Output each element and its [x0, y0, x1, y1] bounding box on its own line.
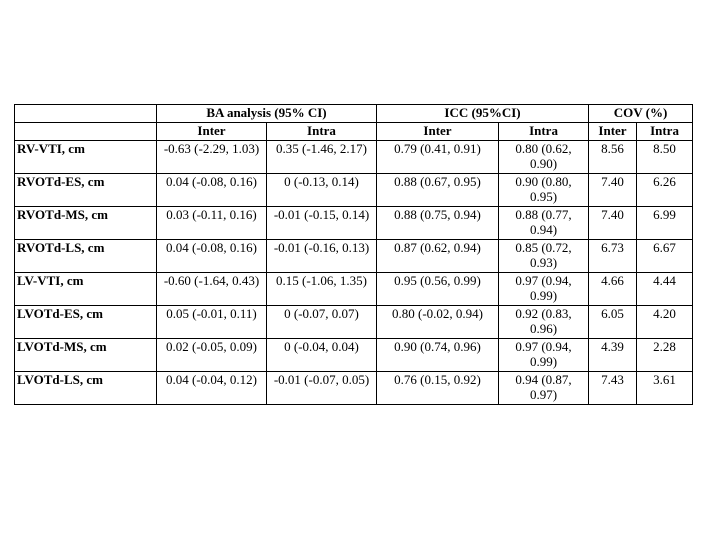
corner-cell — [15, 123, 157, 141]
cov-inter-cell: 7.40 — [589, 174, 637, 207]
cov-intra-cell: 8.50 — [637, 141, 693, 174]
ba-intra-cell: -0.01 (-0.16, 0.13) — [267, 240, 377, 273]
row-label: RVOTd-MS, cm — [15, 207, 157, 240]
cov-intra-cell: 4.44 — [637, 273, 693, 306]
icc-intra-cell: 0.88 (0.77, 0.94) — [499, 207, 589, 240]
icc-intra-cell: 0.97 (0.94, 0.99) — [499, 339, 589, 372]
ba-intra-cell: 0 (-0.04, 0.04) — [267, 339, 377, 372]
ba-inter-cell: 0.03 (-0.11, 0.16) — [157, 207, 267, 240]
cov-inter-cell: 7.43 — [589, 372, 637, 405]
table-row — [15, 207, 693, 240]
sub-header-cov-inter: Inter — [589, 123, 637, 141]
ba-intra-cell: -0.01 (-0.15, 0.14) — [267, 207, 377, 240]
row-label: RVOTd-LS, cm — [15, 240, 157, 273]
ba-inter-cell: 0.04 (-0.08, 0.16) — [157, 240, 267, 273]
ba-intra-cell: 0.35 (-1.46, 2.17) — [267, 141, 377, 174]
cov-inter-cell: 6.05 — [589, 306, 637, 339]
icc-inter-cell: 0.79 (0.41, 0.91) — [377, 141, 499, 174]
ba-inter-cell: 0.02 (-0.05, 0.09) — [157, 339, 267, 372]
table-row — [15, 141, 693, 174]
ba-inter-cell: -0.60 (-1.64, 0.43) — [157, 273, 267, 306]
icc-inter-cell: 0.88 (0.75, 0.94) — [377, 207, 499, 240]
cov-inter-cell: 4.39 — [589, 339, 637, 372]
row-label: LVOTd-ES, cm — [15, 306, 157, 339]
icc-inter-cell: 0.95 (0.56, 0.99) — [377, 273, 499, 306]
cov-inter-cell: 4.66 — [589, 273, 637, 306]
cov-intra-cell: 2.28 — [637, 339, 693, 372]
icc-intra-cell: 0.94 (0.87, 0.97) — [499, 372, 589, 405]
sub-header-icc-inter: Inter — [377, 123, 499, 141]
ba-inter-cell: -0.63 (-2.29, 1.03) — [157, 141, 267, 174]
sub-header-cov-intra: Intra — [637, 123, 693, 141]
table-body — [15, 141, 693, 405]
table-row — [15, 240, 693, 273]
icc-intra-cell: 0.92 (0.83, 0.96) — [499, 306, 589, 339]
ba-intra-cell: -0.01 (-0.07, 0.05) — [267, 372, 377, 405]
cov-inter-cell: 7.40 — [589, 207, 637, 240]
ba-inter-cell: 0.04 (-0.08, 0.16) — [157, 174, 267, 207]
corner-cell — [15, 105, 157, 123]
ba-inter-cell: 0.05 (-0.01, 0.11) — [157, 306, 267, 339]
icc-intra-cell: 0.80 (0.62, 0.90) — [499, 141, 589, 174]
group-header-row — [15, 105, 693, 123]
row-label: LVOTd-MS, cm — [15, 339, 157, 372]
group-header-cov: COV (%) — [589, 105, 693, 123]
table-row — [15, 372, 693, 405]
cov-intra-cell: 6.67 — [637, 240, 693, 273]
row-label: LV-VTI, cm — [15, 273, 157, 306]
icc-intra-cell: 0.90 (0.80, 0.95) — [499, 174, 589, 207]
ba-inter-cell: 0.04 (-0.04, 0.12) — [157, 372, 267, 405]
table-row — [15, 273, 693, 306]
icc-intra-cell: 0.97 (0.94, 0.99) — [499, 273, 589, 306]
cov-inter-cell: 6.73 — [589, 240, 637, 273]
cov-intra-cell: 3.61 — [637, 372, 693, 405]
ba-intra-cell: 0 (-0.07, 0.07) — [267, 306, 377, 339]
icc-inter-cell: 0.87 (0.62, 0.94) — [377, 240, 499, 273]
cov-inter-cell: 8.56 — [589, 141, 637, 174]
table-row — [15, 174, 693, 207]
table-row — [15, 306, 693, 339]
group-header-ba: BA analysis (95% CI) — [157, 105, 377, 123]
cov-intra-cell: 6.99 — [637, 207, 693, 240]
icc-inter-cell: 0.88 (0.67, 0.95) — [377, 174, 499, 207]
row-label: RVOTd-ES, cm — [15, 174, 157, 207]
sub-header-row — [15, 123, 693, 141]
sub-header-icc-intra: Intra — [499, 123, 589, 141]
row-label: RV-VTI, cm — [15, 141, 157, 174]
statistics-table — [14, 104, 693, 405]
table-row — [15, 339, 693, 372]
ba-intra-cell: 0 (-0.13, 0.14) — [267, 174, 377, 207]
icc-inter-cell: 0.76 (0.15, 0.92) — [377, 372, 499, 405]
sub-header-ba-intra: Intra — [267, 123, 377, 141]
group-header-icc: ICC (95%CI) — [377, 105, 589, 123]
ba-intra-cell: 0.15 (-1.06, 1.35) — [267, 273, 377, 306]
icc-inter-cell: 0.90 (0.74, 0.96) — [377, 339, 499, 372]
icc-intra-cell: 0.85 (0.72, 0.93) — [499, 240, 589, 273]
icc-inter-cell: 0.80 (-0.02, 0.94) — [377, 306, 499, 339]
cov-intra-cell: 6.26 — [637, 174, 693, 207]
row-label: LVOTd-LS, cm — [15, 372, 157, 405]
cov-intra-cell: 4.20 — [637, 306, 693, 339]
sub-header-ba-inter: Inter — [157, 123, 267, 141]
